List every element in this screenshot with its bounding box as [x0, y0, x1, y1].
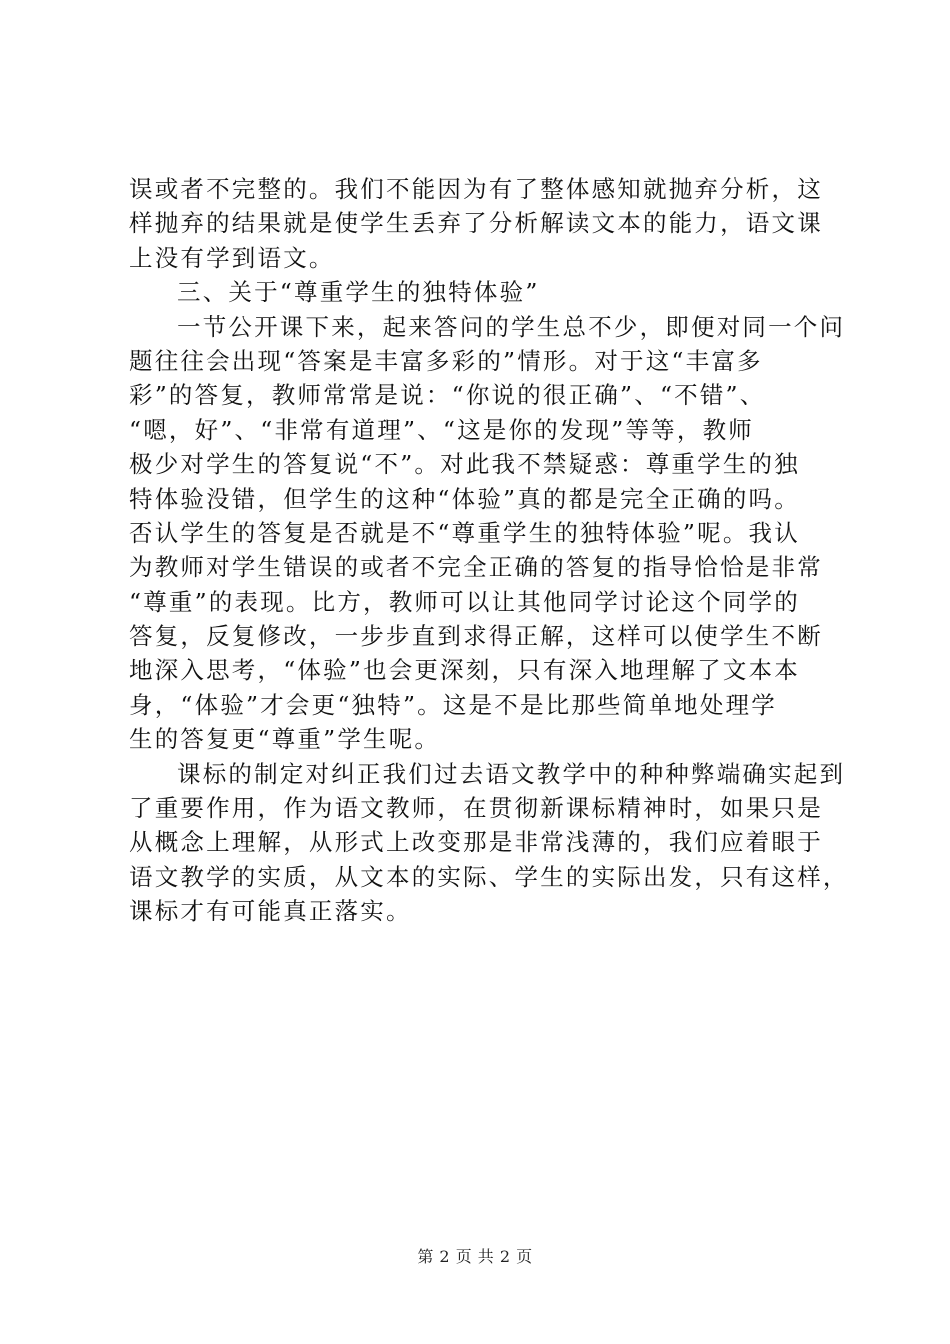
text-line: 为教师对学生错误的或者不完全正确的答复的指导恰恰是非常 — [129, 553, 823, 582]
text-line: 了重要作用，作为语文教师，在贯彻新课标精神时，如果只是 — [129, 794, 823, 823]
text-line: 身，“体验”才会更“独特”。这是不是比那些简单地处理学 — [129, 690, 777, 719]
text-line: 语文教学的实质，从文本的实际、学生的实际出发，只有这样， — [129, 862, 849, 891]
text-line: 课标的制定对纠正我们过去语文教学中的种种弊端确实起到 — [177, 759, 846, 788]
text-line: 极少对学生的答复说“不”。对此我不禁疑惑：尊重学生的独 — [129, 450, 800, 479]
text-line: 生的答复更“尊重”学生呢。 — [129, 725, 441, 754]
text-line: 一节公开课下来，起来答问的学生总不少，即便对同一个问 — [177, 312, 846, 341]
text-line: 题往往会出现“答案是丰富多彩的”情形。对于这“丰富多 — [129, 346, 763, 375]
text-line: “嗯，好”、“非常有道理”、“这是你的发现”等等，教师 — [129, 415, 754, 444]
text-line: 课标才有可能真正落实。 — [129, 897, 412, 926]
page-number-footer: 第 2 页 共 2 页 — [417, 1247, 533, 1266]
section-heading: 三、关于“尊重学生的独特体验” — [177, 278, 540, 307]
text-line: 答复，反复修改，一步步直到求得正解，这样可以使学生不断 — [129, 622, 823, 651]
text-line: 误或者不完整的。我们不能因为有了整体感知就抛弃分析，这 — [129, 175, 823, 203]
text-line: 样抛弃的结果就是使学生丢弃了分析解读文本的能力，语文课 — [129, 209, 823, 238]
text-line: 彩”的答复，教师常常是说：“你说的很正确”、“不错”、 — [129, 381, 766, 410]
text-line: 否认学生的答复是否就是不“尊重学生的独特体验”呢。我认 — [129, 518, 800, 547]
document-body — [129, 172, 849, 929]
text-line: 特体验没错，但学生的这种“体验”真的都是完全正确的吗。 — [129, 484, 800, 513]
text-line: 从概念上理解，从形式上改变那是非常浅薄的，我们应着眼于 — [129, 828, 823, 857]
text-line: 上没有学到语文。 — [129, 243, 335, 272]
text-line: 地深入思考，“体验”也会更深刻，只有深入地理解了文本本 — [129, 656, 800, 685]
text-line: “尊重”的表现。比方，教师可以让其他同学讨论这个同学的 — [129, 587, 800, 616]
